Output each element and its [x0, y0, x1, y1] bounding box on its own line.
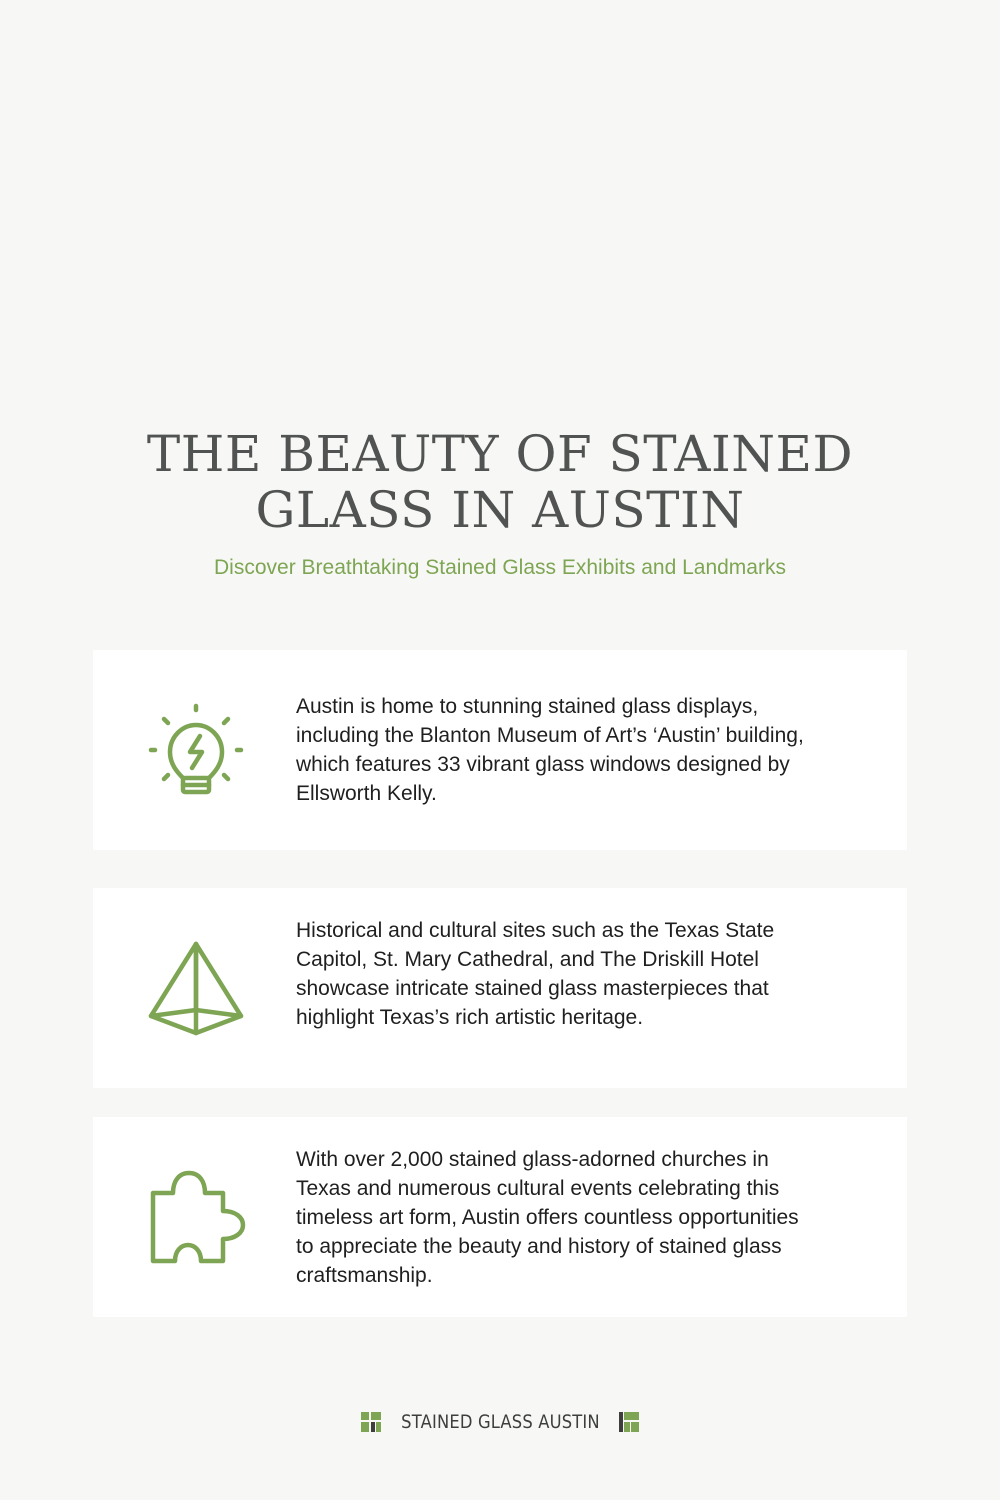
- puzzle-icon: [143, 1167, 249, 1267]
- page-title: [0, 426, 1000, 538]
- page-subtitle: Discover Breathtaking Stained Glass Exhibits and Landmarks: [214, 556, 786, 579]
- brand-logo-text: STAINED GLASS AUSTIN: [400, 1411, 600, 1433]
- brand-logo: [0, 1408, 1000, 1436]
- info-card-text: With over 2,000 stained glass-adorned churches in Texas and numerous cultural events celebrating this timeless art form, Austin offers countless opportunities to appreciate the beauty and history of stained glass craftsmanship.: [296, 1148, 799, 1287]
- stained-glass-logo-icon: [619, 1412, 639, 1432]
- page-title-line-2: GLASS IN AUSTIN: [255, 481, 745, 539]
- info-card-churches: [93, 1117, 907, 1317]
- info-card-landmarks: [93, 888, 907, 1088]
- stained-glass-logo-icon: [361, 1412, 381, 1432]
- pyramid-icon: [143, 938, 249, 1038]
- page-title-line-1: THE BEAUTY OF STAINED: [146, 425, 854, 483]
- info-card-text: Historical and cultural sites such as the Texas State Capitol, St. Mary Cathedral, and The Driskill Hotel showcase intricate stained glass masterpieces that highlight Texas’s rich artistic heritage.: [296, 919, 775, 1029]
- info-card-museum: [93, 650, 907, 850]
- info-card-text: Austin is home to stunning stained glass displays, including the Blanton Museum of Art’s ‘Austin’ building, which features 33 vibrant glass windows designed by Ellsworth Kelly.: [296, 695, 804, 805]
- lightbulb-icon: [143, 700, 249, 800]
